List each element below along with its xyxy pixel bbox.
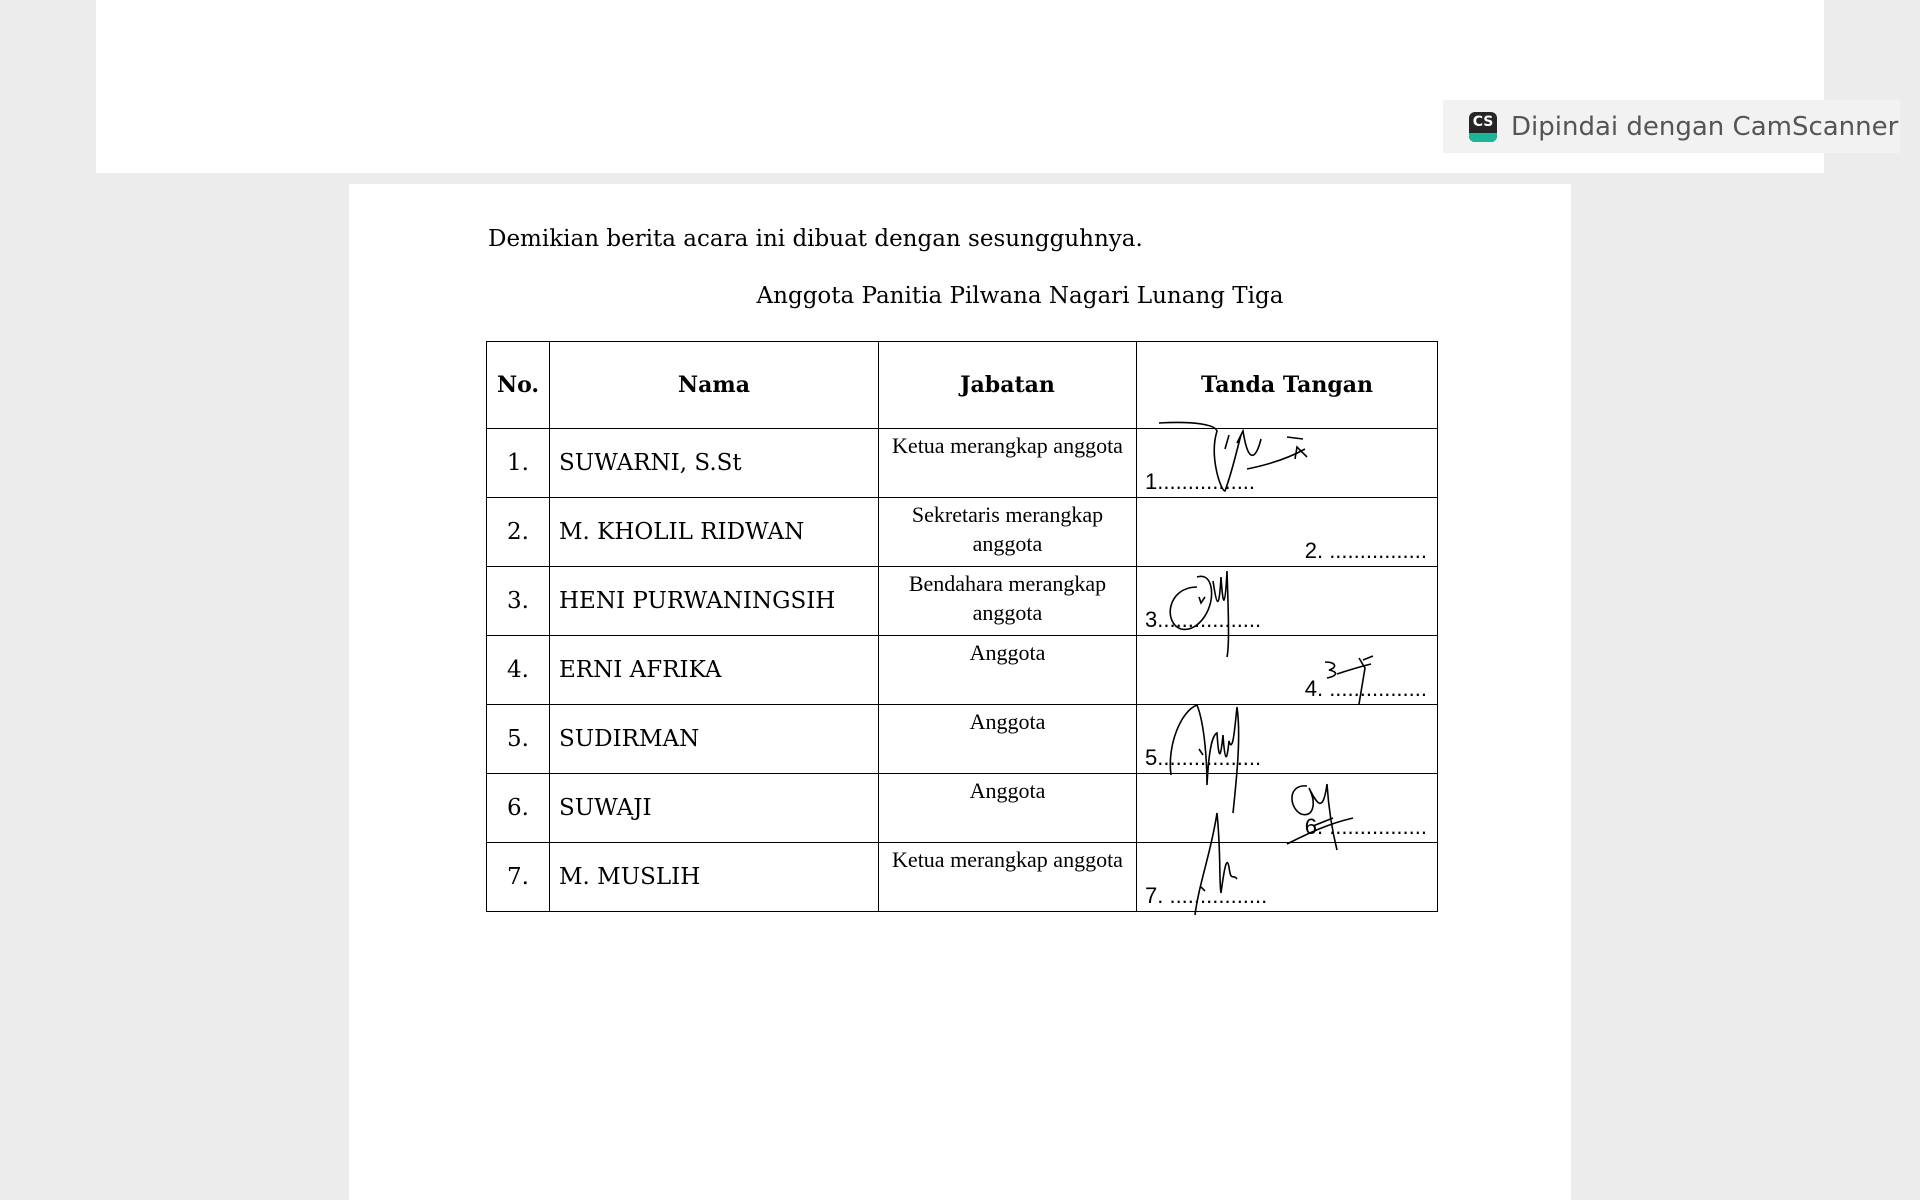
signature-cell — [1137, 498, 1438, 567]
committee-heading: Anggota Panitia Pilwana Nagari Lunang Tiga — [756, 283, 1284, 309]
row-number: 1. — [487, 429, 550, 498]
member-position-text: Anggota — [969, 778, 1046, 803]
signature-line: 5................. — [1145, 745, 1262, 770]
member-position — [879, 429, 1137, 498]
row-number: 5. — [487, 705, 550, 774]
member-position — [879, 774, 1137, 843]
header-signature: Tanda Tangan — [1137, 342, 1438, 429]
header-position: Jabatan — [879, 342, 1137, 429]
signature-cell — [1137, 567, 1438, 636]
signature-line: 4. ................ — [1304, 676, 1427, 701]
member-position — [879, 498, 1137, 567]
member-position — [879, 567, 1137, 636]
closing-statement: Demikian berita acara ini dibuat dengan sesungguhnya. — [488, 226, 1143, 252]
row-number: 4. — [487, 636, 550, 705]
member-name: ERNI AFRIKA — [550, 636, 879, 705]
camscanner-watermark — [1443, 100, 1900, 153]
signature-line: 3................. — [1145, 607, 1262, 632]
member-position — [879, 636, 1137, 705]
row-number: 3. — [487, 567, 550, 636]
member-name: SUWAJI — [550, 774, 879, 843]
signature-line: 1................ — [1145, 469, 1256, 494]
signature-line: 2. ................ — [1304, 538, 1427, 563]
member-position — [879, 705, 1137, 774]
header-name: Nama — [550, 342, 879, 429]
table-header-row — [487, 342, 1438, 429]
table-row — [487, 429, 1438, 498]
camscanner-watermark-text: Dipindai dengan CamScanner — [1511, 111, 1899, 142]
document-page — [349, 184, 1571, 1200]
committee-members-table — [486, 341, 1438, 912]
member-position-text: Anggota — [969, 709, 1046, 734]
member-name: SUDIRMAN — [550, 705, 879, 774]
member-position — [879, 843, 1137, 912]
signature-cell — [1137, 636, 1438, 705]
row-number: 2. — [487, 498, 550, 567]
table-row — [487, 843, 1438, 912]
member-position-text: Ketua merangkap anggota — [892, 847, 1123, 872]
member-position-text: Ketua merangkap anggota — [892, 433, 1123, 458]
member-position-text: Anggota — [969, 640, 1046, 665]
header-no: No. — [487, 342, 550, 429]
member-position-text: Bendahara merangkap anggota — [908, 571, 1107, 625]
member-name: M. MUSLIH — [550, 843, 879, 912]
signature-cell — [1137, 705, 1438, 774]
member-name: SUWARNI, S.St — [550, 429, 879, 498]
member-position-text: Sekretaris merangkap anggota — [911, 502, 1104, 556]
member-name: HENI PURWANINGSIH — [550, 567, 879, 636]
table-row — [487, 567, 1438, 636]
table-row — [487, 705, 1438, 774]
signature-cell — [1137, 429, 1438, 498]
signature-line: 7. ................ — [1145, 883, 1268, 908]
row-number: 6. — [487, 774, 550, 843]
signature-cell — [1137, 774, 1438, 843]
table-row — [487, 636, 1438, 705]
table-row — [487, 774, 1438, 843]
member-name: M. KHOLIL RIDWAN — [550, 498, 879, 567]
signature-cell — [1137, 843, 1438, 912]
camscanner-logo-icon: CS — [1469, 112, 1497, 142]
row-number: 7. — [487, 843, 550, 912]
previous-page — [96, 0, 1899, 173]
signature-line: 6. ................ — [1304, 814, 1427, 839]
table-row — [487, 498, 1438, 567]
